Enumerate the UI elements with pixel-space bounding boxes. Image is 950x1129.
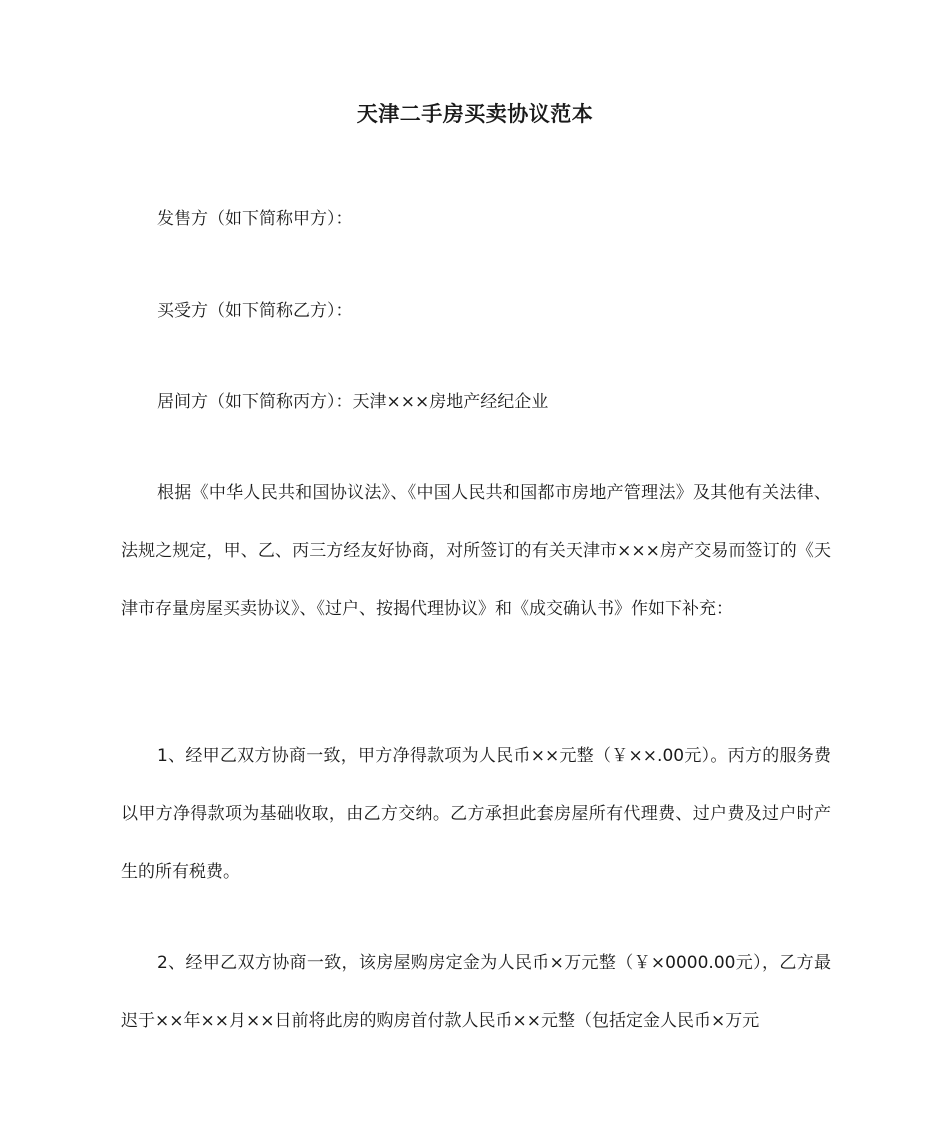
buyer-line: 买受方（如下简称乙方）： [157, 301, 353, 321]
document-title: 天津二手房买卖协议范本 [356, 102, 594, 126]
preamble-paragraph: 根据《中华人民共和国协议法》、《中国人民共和国都市房地产管理法》及其他有关法律、法规之规定，甲、乙、丙三方经友好协商，对所签订的有关天津市×××房产交易而签订的《天津市存量房屋买卖协议》、《过户、按揭代理协议》和《成交确认书》作如下补充： [121, 483, 831, 619]
clause-2-paragraph: 2、经甲乙双方协商一致，该房屋购房定金为人民币×万元整（￥×0000.00元），乙方最迟于××年××月××日前将此房的购房首付款人民币××元整（包括定金人民币×万元 [121, 953, 831, 1031]
seller-line: 发售方（如下简称甲方）： [157, 209, 353, 229]
clause-1-paragraph: 1、经甲乙双方协商一致，甲方净得款项为人民币××元整（￥××.00元）。丙方的服务费以甲方净得款项为基础收取，由乙方交纳。乙方承担此套房屋所有代理费、过户费及过户时产生的所有税费。 [121, 746, 831, 882]
intermediary-line: 居间方（如下简称丙方）：天津×××房地产经纪企业 [157, 392, 549, 412]
